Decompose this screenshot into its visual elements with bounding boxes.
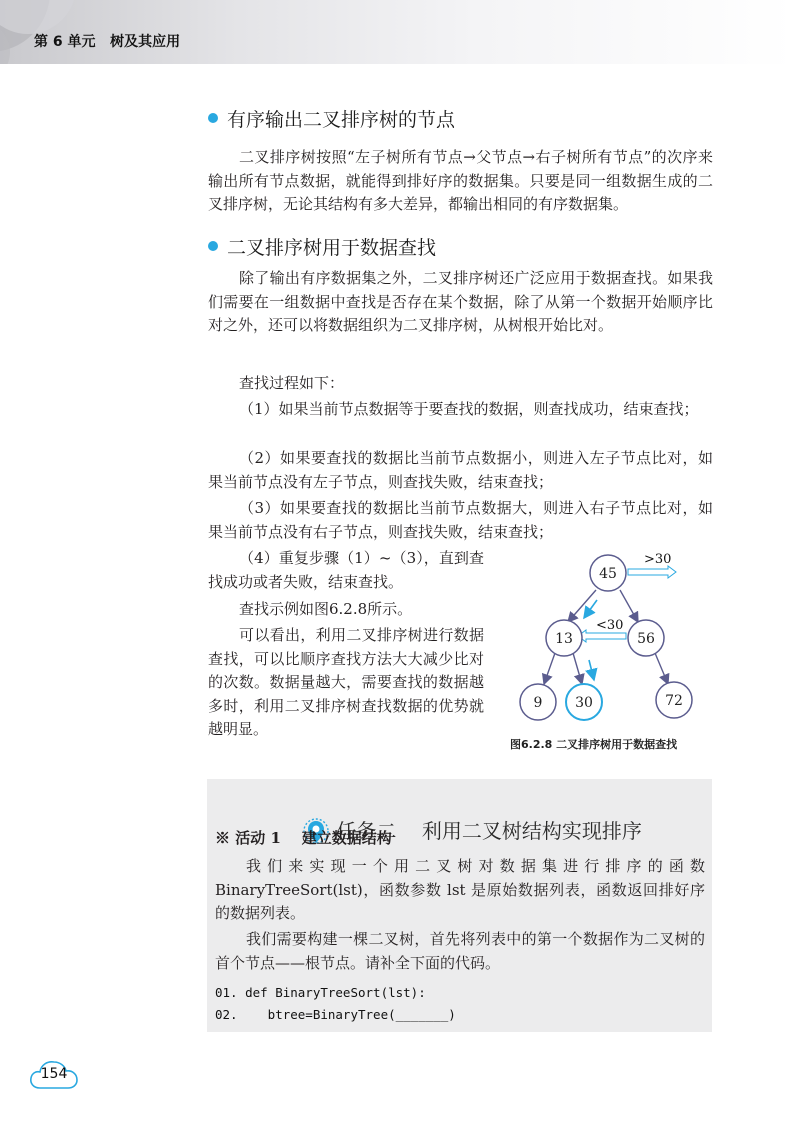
search-path-arrow (584, 600, 597, 618)
node-label: 72 (665, 693, 683, 709)
code-line-2: 02. btree=BinaryTree(_______) (215, 1007, 456, 1022)
task-title-text: 任务二 利用二叉树结构实现排序 (336, 819, 642, 843)
bullet-icon (208, 241, 218, 251)
comparison-label-lt: <30 (596, 618, 624, 633)
bullet-icon (208, 113, 218, 123)
task-box (207, 779, 712, 1032)
header-band (0, 0, 794, 64)
process-intro: 查找过程如下： (239, 374, 345, 392)
section-heading-sorted-output (208, 106, 455, 130)
section-heading-text: 二叉排序树用于数据查找 (227, 236, 437, 259)
bst-search-diagram (500, 540, 720, 730)
task-paragraph-1: 我们来实现一个用二叉树对数据集进行排序的函数 BinaryTreeSort(lst)，函数参数 lst 是原始数据列表，函数返回排好序的数据列表。 (215, 857, 705, 922)
figure-caption: 图6.2.8 二叉排序树用于数据查找 (510, 738, 678, 751)
step-3: （3）如果要查找的数据比当前节点数据大，则进入右子节点比对，如果当前节点没有右子节点，则查找失败，结束查找； (208, 499, 713, 541)
node-label: 56 (637, 631, 655, 647)
step-4: （4）重复步骤（1）~（3），直到查找成功或者失败，结束查找。 (208, 549, 484, 591)
activity-title: ※ 活动 1 建立数据结构 (215, 829, 392, 847)
section1-paragraph: 二叉排序树按照“左子树所有节点→父节点→右子树所有节点”的次序来输出所有节点数据，就能得到排好序的数据集。只要是同一组数据生成的二叉排序树，无论其结构有多大差异，都输出相同的有序数据集。 (208, 148, 713, 213)
task-paragraph-2: 我们需要构建一棵二叉树，首先将列表中的第一个数据作为二叉树的首个节点——根节点。请补全下面的代码。 (215, 930, 705, 972)
compare-arrow-icon (628, 566, 676, 578)
node-label: 13 (555, 631, 573, 647)
node-label: 9 (533, 695, 543, 711)
node-label: 30 (575, 695, 593, 711)
comparison-label-gt: >30 (644, 552, 672, 567)
section-heading-text: 有序输出二叉排序树的节点 (227, 108, 456, 131)
search-path-arrow (589, 660, 594, 680)
section-heading-search (208, 234, 436, 258)
edge-13-9 (544, 653, 555, 684)
step-2: （2）如果要查找的数据比当前节点数据小，则进入左子节点比对，如果当前节点没有左子节点，则查找失败，结束查找； (208, 449, 713, 491)
edge-13-30 (573, 653, 582, 684)
conclusion-paragraph: 可以看出，利用二叉排序树进行数据查找，可以比顺序查找方法大大减少比对的次数。数据量越大，需要查找的数据越多时，利用二叉排序树查找数据的优势就越明显。 (208, 626, 484, 738)
unit-title: 第 6 单元 树及其应用 (34, 34, 181, 50)
code-line-1: 01. def BinaryTreeSort(lst): (215, 985, 426, 1000)
edge-56-72 (655, 653, 668, 684)
page-number: 154 (40, 1066, 68, 1082)
node-label: 45 (599, 566, 617, 582)
section2-paragraph: 除了输出有序数据集之外，二叉排序树还广泛应用于数据查找。如果我们需要在一组数据中查找是否存在某个数据，除了从第一个数据开始顺序比对之外，还可以将数据组织为二叉排序树，从树根开始比对。 (208, 269, 713, 334)
step-1: （1）如果当前节点数据等于要查找的数据，则查找成功，结束查找； (239, 400, 699, 418)
example-reference: 查找示例如图6.2.8所示。 (239, 600, 413, 618)
